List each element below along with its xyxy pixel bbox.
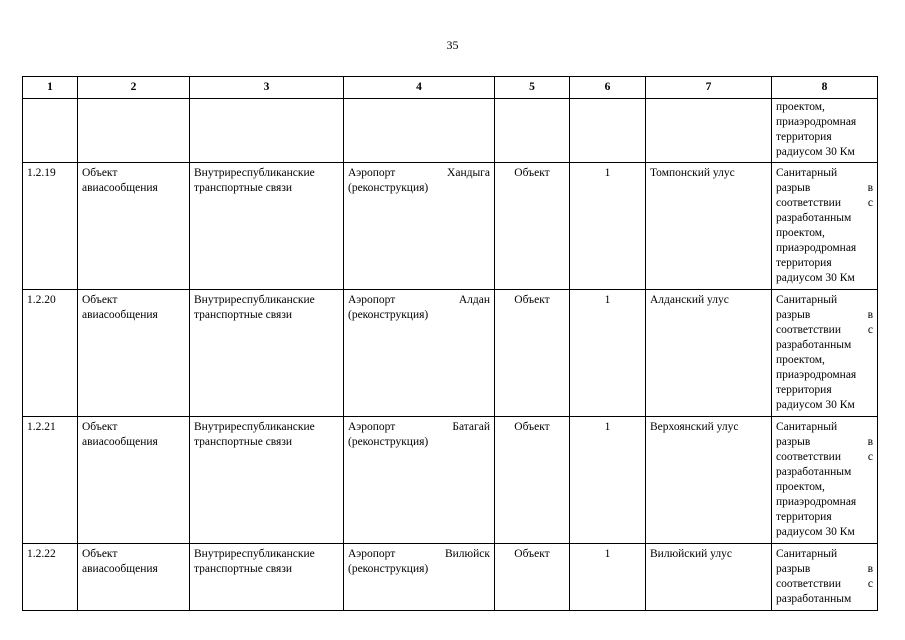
- cell-line: приаэродромная: [776, 242, 857, 254]
- cell-line: разработанным: [776, 593, 852, 605]
- object-name-cell: [344, 290, 495, 417]
- unit: Объект: [514, 167, 550, 179]
- table-row: [23, 544, 878, 611]
- location: Верхоянский улус: [650, 421, 739, 433]
- unit-cell: [495, 163, 570, 290]
- table-row: [23, 417, 878, 544]
- cell-line: разработанным: [776, 466, 852, 478]
- cell-line: Внутриреспубликанские: [194, 294, 315, 306]
- cell-line: проектом,: [776, 354, 825, 366]
- cell-line: территория: [776, 257, 832, 269]
- column-header: 7: [646, 77, 772, 99]
- table-cell: [344, 99, 495, 163]
- cell-line: авиасообщения: [82, 182, 158, 194]
- column-header: 2: [78, 77, 190, 99]
- object-type-cell: [78, 544, 190, 611]
- cell-line: (реконструкция): [348, 182, 429, 194]
- table-cell: [23, 99, 78, 163]
- table-cell: [570, 99, 646, 163]
- cell-line: Внутриреспубликанские: [194, 167, 315, 179]
- cell-word: Аэропорт: [348, 548, 396, 560]
- cell-line: территория: [776, 384, 832, 396]
- location: Томпонский улус: [650, 167, 735, 179]
- cell-line: авиасообщения: [82, 309, 158, 321]
- cell-line: радиусом 30 Км: [776, 399, 855, 411]
- cell-line: территория: [776, 511, 832, 523]
- purpose-cell: [190, 290, 344, 417]
- data-table: [22, 76, 878, 611]
- cell-word: разрыв: [776, 436, 811, 448]
- cell-word: Аэропорт: [348, 294, 396, 306]
- cell-word: соответствии: [776, 578, 841, 590]
- cell-line: проектом,: [776, 227, 825, 239]
- sanitary-zone-cell: [772, 290, 878, 417]
- location: Вилюйский улус: [650, 548, 733, 560]
- cell-line: Объект: [82, 421, 118, 433]
- row-number: 1.2.19: [27, 167, 56, 179]
- purpose-cell: [190, 544, 344, 611]
- row-number-cell: [23, 163, 78, 290]
- cell-word: с: [867, 578, 873, 590]
- cell-word: в: [867, 309, 873, 321]
- object-type-cell: [78, 417, 190, 544]
- cell-line: Объект: [82, 548, 118, 560]
- cell-line: транспортные связи: [194, 182, 293, 194]
- location-cell: [646, 544, 772, 611]
- column-header: 4: [344, 77, 495, 99]
- row-number-cell: [23, 290, 78, 417]
- location-cell: [646, 163, 772, 290]
- quantity-cell: [570, 290, 646, 417]
- header-row: [23, 77, 878, 99]
- column-header: 3: [190, 77, 344, 99]
- cell-line: радиусом 30 Км: [776, 526, 855, 538]
- sanitary-zone-cell: [772, 544, 878, 611]
- cell-word: в: [867, 182, 873, 194]
- table-row: [23, 290, 878, 417]
- cell-line: Объект: [82, 294, 118, 306]
- cell-line: авиасообщения: [82, 563, 158, 575]
- location-cell: [646, 290, 772, 417]
- cell-line: транспортные связи: [194, 309, 293, 321]
- table-cell: [78, 99, 190, 163]
- cell-word: соответствии: [776, 451, 841, 463]
- table-cell: [495, 99, 570, 163]
- cell-line: Санитарный: [776, 167, 838, 179]
- cell-line: радиусом 30 Км: [776, 272, 855, 284]
- row-number-cell: [23, 417, 78, 544]
- quantity: 1: [604, 294, 611, 306]
- object-name-cell: [344, 417, 495, 544]
- object-type-cell: [78, 290, 190, 417]
- quantity: 1: [604, 167, 611, 179]
- column-header: 6: [570, 77, 646, 99]
- continuation-row: [23, 99, 878, 163]
- cell-word: разрыв: [776, 309, 811, 321]
- unit-cell: [495, 544, 570, 611]
- cell-line: приаэродромная: [776, 496, 857, 508]
- quantity: 1: [604, 421, 611, 433]
- cell-line: приаэродромная: [776, 369, 857, 381]
- row-number: 1.2.22: [27, 548, 56, 560]
- unit-cell: [495, 290, 570, 417]
- object-type-cell: [78, 163, 190, 290]
- cell-word: Батагай: [452, 421, 490, 433]
- location: Алданский улус: [650, 294, 729, 306]
- unit: Объект: [514, 421, 550, 433]
- purpose-cell: [190, 163, 344, 290]
- cell-line: (реконструкция): [348, 436, 429, 448]
- quantity: 1: [604, 548, 611, 560]
- cell-word: в: [867, 436, 873, 448]
- cell-word: разрыв: [776, 563, 811, 575]
- cell-line: разработанным: [776, 339, 852, 351]
- cell-line: приаэродромная: [776, 116, 857, 128]
- table-row: [23, 163, 878, 290]
- cell-word: с: [867, 197, 873, 209]
- location-cell: [646, 417, 772, 544]
- cell-word: в: [867, 563, 873, 575]
- object-name-cell: [344, 163, 495, 290]
- cell-line: разработанным: [776, 212, 852, 224]
- cell-word: разрыв: [776, 182, 811, 194]
- cell-line: Санитарный: [776, 294, 838, 306]
- quantity-cell: [570, 163, 646, 290]
- row-number: 1.2.20: [27, 294, 56, 306]
- cell-word: Аэропорт: [348, 167, 396, 179]
- sanitary-zone-cell: [772, 163, 878, 290]
- unit-cell: [495, 417, 570, 544]
- cell-word: с: [867, 451, 873, 463]
- unit: Объект: [514, 294, 550, 306]
- cell-line: проектом,: [776, 481, 825, 493]
- cell-line: Внутриреспубликанские: [194, 421, 315, 433]
- cell-line: транспортные связи: [194, 563, 293, 575]
- purpose-cell: [190, 417, 344, 544]
- cell-word: Аэропорт: [348, 421, 396, 433]
- cell-line: Внутриреспубликанские: [194, 548, 315, 560]
- sanitary-zone-cell: [772, 99, 878, 163]
- cell-word: Алдан: [458, 294, 490, 306]
- cell-word: соответствии: [776, 197, 841, 209]
- table-cell: [190, 99, 344, 163]
- cell-word: Хандыга: [447, 167, 490, 179]
- cell-word: с: [867, 324, 873, 336]
- cell-word: Вилюйск: [444, 548, 490, 560]
- table-cell: [646, 99, 772, 163]
- object-name-cell: [344, 544, 495, 611]
- sanitary-zone-cell: [772, 417, 878, 544]
- cell-line: Санитарный: [776, 548, 838, 560]
- cell-line: проектом,: [776, 101, 825, 113]
- cell-line: Санитарный: [776, 421, 838, 433]
- column-header: 8: [772, 77, 878, 99]
- quantity-cell: [570, 417, 646, 544]
- cell-line: территория: [776, 131, 832, 143]
- quantity-cell: [570, 544, 646, 611]
- cell-line: транспортные связи: [194, 436, 293, 448]
- unit: Объект: [514, 548, 550, 560]
- cell-line: (реконструкция): [348, 309, 429, 321]
- column-header: 5: [495, 77, 570, 99]
- cell-word: соответствии: [776, 324, 841, 336]
- row-number: 1.2.21: [27, 421, 56, 433]
- column-header: 1: [23, 77, 78, 99]
- cell-line: (реконструкция): [348, 563, 429, 575]
- cell-line: авиасообщения: [82, 436, 158, 448]
- cell-line: радиусом 30 Км: [776, 146, 855, 158]
- cell-line: Объект: [82, 167, 118, 179]
- page-number: 35: [446, 38, 459, 52]
- row-number-cell: [23, 544, 78, 611]
